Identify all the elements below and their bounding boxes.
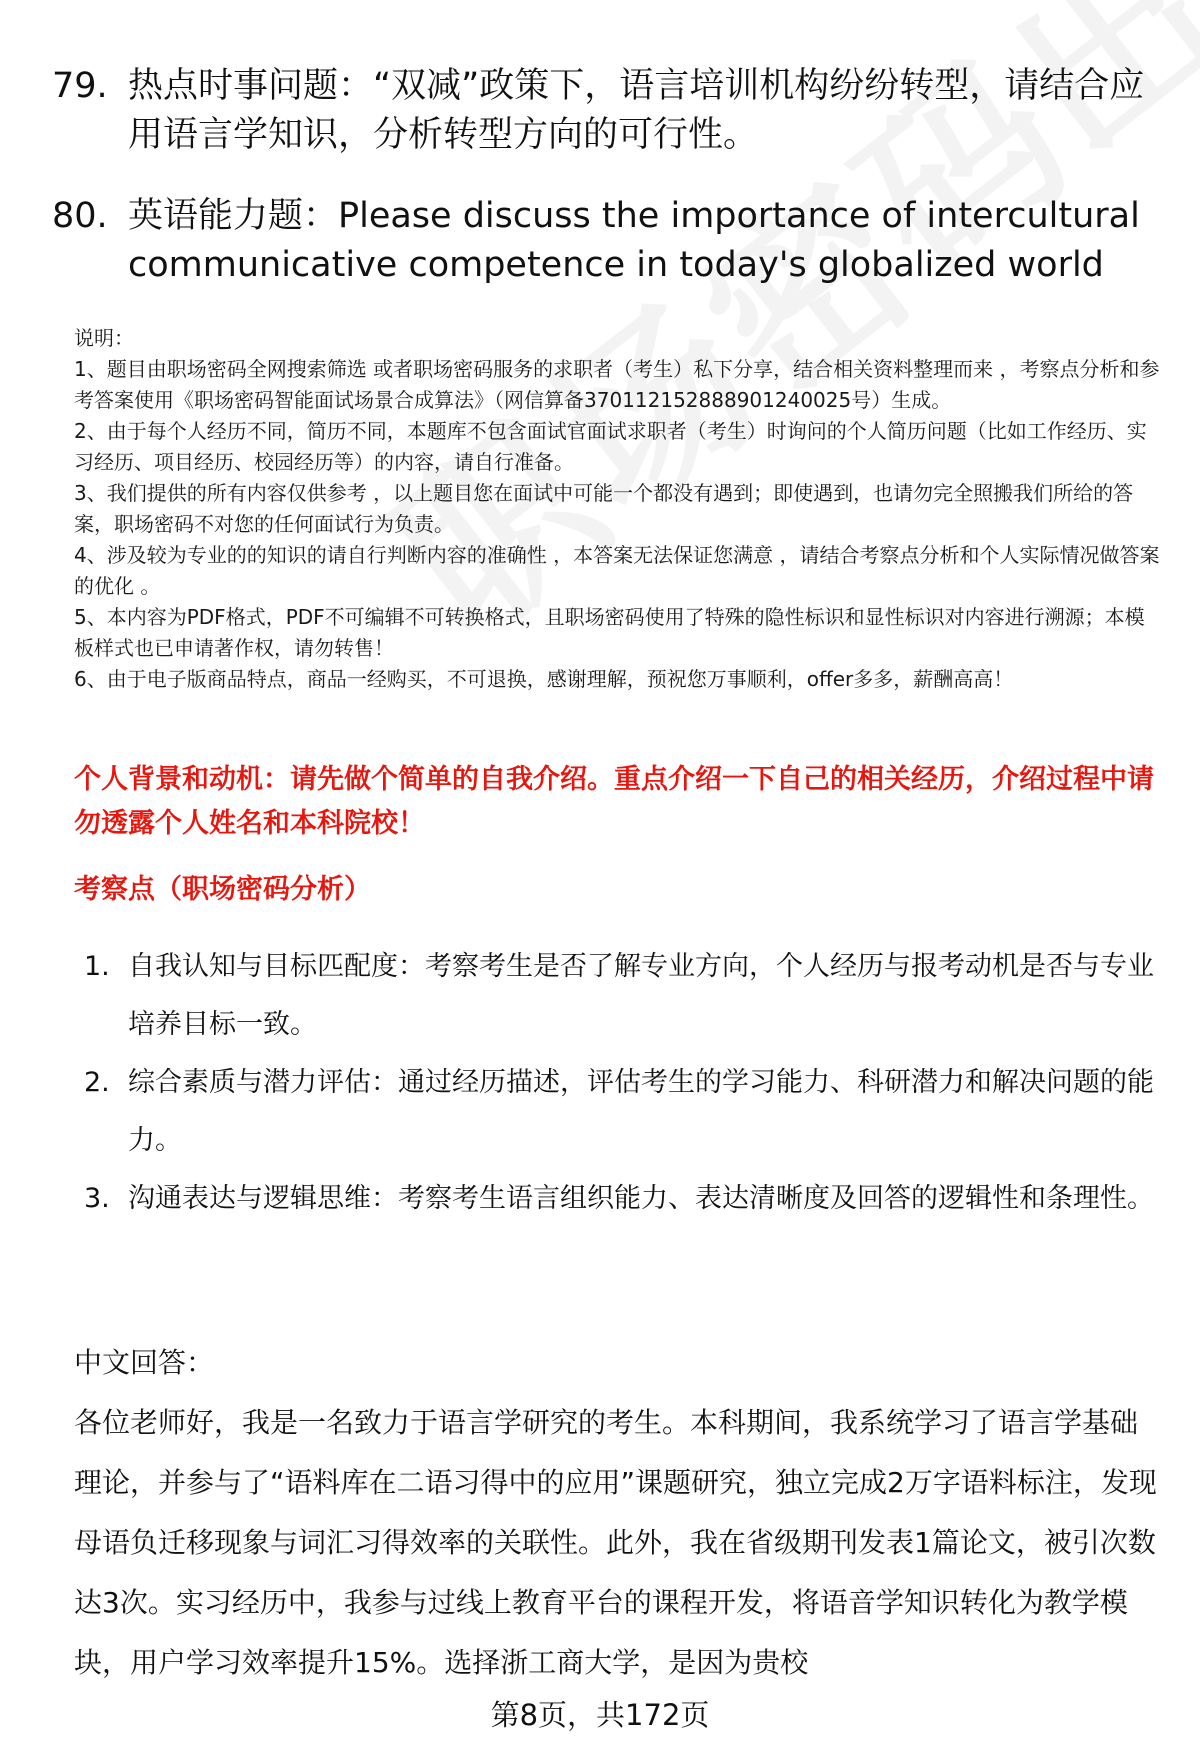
question-number: 80. <box>52 196 108 236</box>
focus-heading: 考察点（职场密码分析） <box>74 874 371 905</box>
answer-text: 各位老师好，我是一名致力于语言学研究的考生。本科期间，我系统学习了语言学基础理论，并参与了“语料库在二语习得中的应用”课题研究，独立完成2万字语料标注，发现母语负迁移现象与词汇习得效率的关联性。此外，我在省级期刊发表1篇论文，被引次数达3次。实习经历中，我参与过线上教育平台的课程开发，将语音学知识转化为教学模块，用户学习效率提升15%。选择浙工商大学，是因为贵校 <box>74 1406 1157 1679</box>
note-item: 3、我们提供的所有内容仅供参考 ，以上题目您在面试中可能一个都没有遇到；即使遇到，也请勿完全照搬我们所给的答案，职场密码不对您的任何面试行为负责。 <box>74 481 1134 536</box>
note-item: 5、本内容为PDF格式，PDF不可编辑不可转换格式，且职场密码使用了特殊的隐性标识和显性标识对内容进行溯源；本模板样式也已申请著作权，请勿转售！ <box>74 605 1145 660</box>
list-item-number: 1. <box>84 951 110 982</box>
list-item <box>74 1054 1164 1170</box>
question-79 <box>52 62 1162 160</box>
note-item: 2、由于每个人经历不同，简历不同，本题库不包含面试官面试求职者（考生）时询问的个人简历问题（比如工作经历、实习经历、项目经历、校园经历等）的内容，请自行准备。 <box>74 419 1147 474</box>
focus-points-list <box>74 938 1164 1228</box>
list-item-number: 2. <box>84 1067 110 1098</box>
note-item: 6、由于电子版商品特点，商品一经购买，不可退换，感谢理解，预祝您万事顺利，offer多多，薪酬高高！ <box>74 667 1014 691</box>
question-text: 热点时事问题：“双减”政策下，语言培训机构纷纷转型，请结合应用语言学知识，分析转型方向的可行性。 <box>128 66 1145 155</box>
disclaimer-notes <box>74 323 1164 695</box>
question-80 <box>52 192 1162 290</box>
question-number: 79. <box>52 66 108 106</box>
page-footer: 第8页，共172页 <box>490 1698 710 1732</box>
list-item <box>74 1170 1164 1228</box>
note-item: 1、题目由职场密码全网搜索筛选 或者职场密码服务的求职者（考生）私下分享，结合相关资料整理而来 ，考察点分析和参考答案使用《职场密码智能面试场景合成算法》（网信算备370112152888901240025号）生成。 <box>74 357 1160 412</box>
notes-title: 说明： <box>74 326 134 350</box>
question-text: 英语能力题：Please discuss the importance of intercultural communicative competence in today's globalized world <box>128 196 1140 285</box>
answer-label: 中文回答： <box>74 1346 215 1379</box>
list-item-text: 沟通表达与逻辑思维：考察考生语言组织能力、表达清晰度及回答的逻辑性和条理性。 <box>128 1183 1154 1214</box>
list-item-number: 3. <box>84 1183 110 1214</box>
list-item <box>74 938 1164 1054</box>
list-item-text: 综合素质与潜力评估：通过经历描述，评估考生的学习能力、科研潜力和解决问题的能力。 <box>128 1067 1154 1156</box>
note-item: 4、涉及较为专业的的知识的请自行判断内容的准确性 ，本答案无法保证您满意 ，请结合考察点分析和个人实际情况做答案的优化 。 <box>74 543 1160 598</box>
answer-section <box>74 1333 1164 1693</box>
question-heading: 个人背景和动机：请先做个简单的自我介绍。重点介绍一下自己的相关经历，介绍过程中请勿透露个人姓名和本科院校！ <box>74 764 1154 839</box>
list-item-text: 自我认知与目标匹配度：考察考生是否了解专业方向，个人经历与报考动机是否与专业培养目标一致。 <box>128 951 1154 1040</box>
